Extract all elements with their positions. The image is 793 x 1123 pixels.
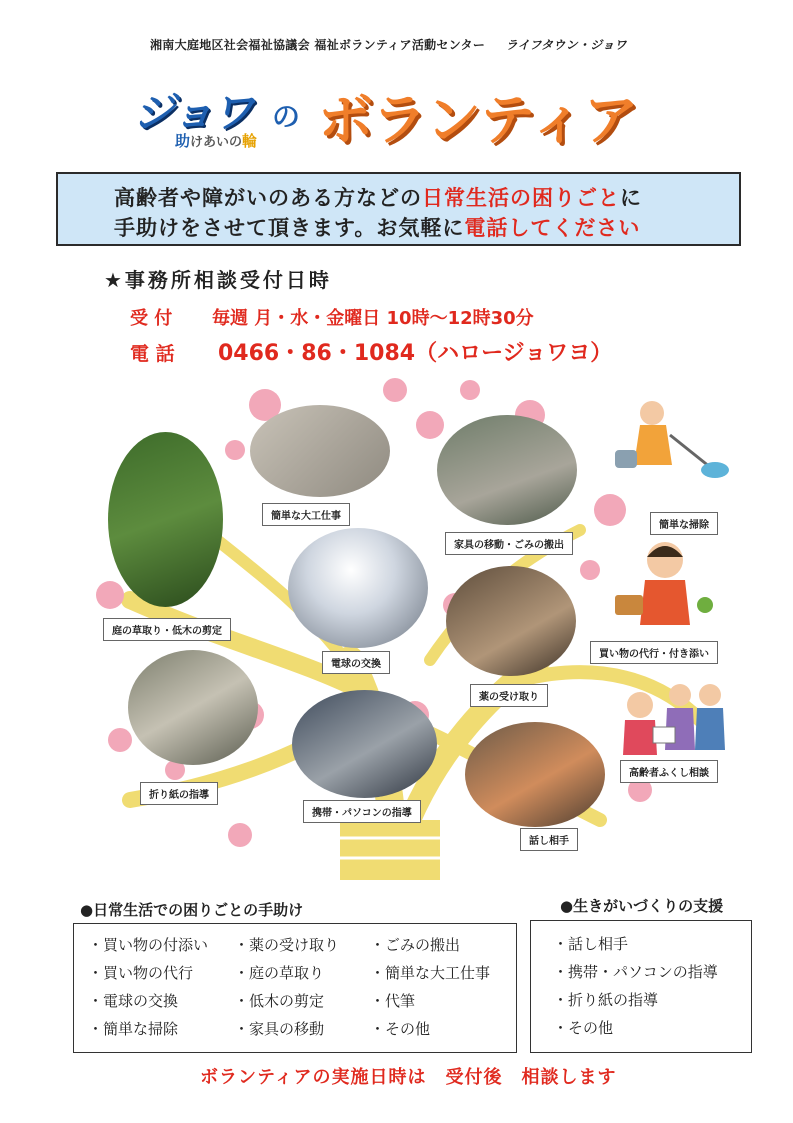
banner-line1-highlight: 日常生活の困りごと xyxy=(422,186,620,210)
life-support-box xyxy=(530,920,752,1053)
photo-carpentry xyxy=(250,405,390,497)
label-furniture: 家具の移動・ごみの搬出 xyxy=(445,532,573,555)
subtitle-prefix: 助 xyxy=(175,132,191,150)
daily-help-item: ・買い物の代行 xyxy=(88,964,194,982)
title-connector: の xyxy=(272,100,301,133)
label-talk: 話し相手 xyxy=(520,828,578,851)
label-consult: 高齢者ふくし相談 xyxy=(620,760,718,783)
daily-help-item: ・その他 xyxy=(370,1020,431,1038)
banner-line-2 xyxy=(114,212,640,242)
reception-value: 毎週 月・水・金曜日 10時～12時30分 xyxy=(212,308,534,329)
elder-man-head-icon xyxy=(669,684,691,706)
life-support-item: ・その他 xyxy=(553,1019,614,1037)
photo-pc xyxy=(292,690,437,798)
shopping-produce-icon xyxy=(697,597,713,613)
consultant-body-icon xyxy=(623,720,657,755)
subtitle-middle: けあいの xyxy=(190,135,243,150)
shopping-person-body-icon xyxy=(640,580,690,625)
label-pc: 携帯・パソコンの指導 xyxy=(303,800,421,823)
label-shopping: 買い物の代行・付き添い xyxy=(590,641,718,664)
elder-woman-head-icon xyxy=(699,684,721,706)
banner-line2-highlight: 電話してください xyxy=(464,216,641,240)
cleaning-illustration xyxy=(610,395,740,495)
label-weeding: 庭の草取り・低木の剪定 xyxy=(103,618,231,641)
vacuum-body-icon xyxy=(615,450,637,468)
daily-help-item: ・庭の草取り xyxy=(234,964,325,982)
phone-label: 電 話 xyxy=(130,343,175,365)
brand-name: ライフタウン・ジョワ xyxy=(505,38,627,52)
banner-line1-text: 高齢者や障がいのある方などの xyxy=(114,186,422,210)
consult-illustration xyxy=(615,675,740,760)
banner-line2-text: 手助けをさせて頂きます。お気軽に xyxy=(114,216,465,240)
reception-row xyxy=(130,304,534,330)
banner-line1-end: に xyxy=(620,186,642,210)
tree-trunk xyxy=(340,820,440,880)
daily-help-box xyxy=(73,923,517,1053)
photo-origami xyxy=(128,650,258,765)
daily-help-item: ・買い物の付添い xyxy=(88,936,209,954)
title-subtitle xyxy=(175,130,257,151)
title-jyowa: ジョワ xyxy=(133,88,253,137)
phone-number: 0466・86・1084（ハロージョワヨ） xyxy=(218,341,613,366)
banner-line-1 xyxy=(114,182,642,212)
label-carpentry: 簡単な大工仕事 xyxy=(262,503,350,526)
organization-header xyxy=(150,36,627,53)
photo-talk xyxy=(465,722,605,827)
daily-help-item: ・家具の移動 xyxy=(234,1020,325,1038)
photo-bulb xyxy=(288,528,428,648)
subtitle-suffix: 輪 xyxy=(242,132,258,150)
photo-furniture xyxy=(437,415,577,525)
footer-note: ボランティアの実施日時は 受付後 相談します xyxy=(200,1067,617,1088)
life-support-item: ・携帯・パソコンの指導 xyxy=(553,963,718,981)
vacuum-head-icon xyxy=(701,462,729,478)
daily-help-item: ・低木の剪定 xyxy=(234,992,325,1010)
shopping-illustration xyxy=(610,535,730,630)
life-support-title: ●生きがいづくりの支援 xyxy=(560,897,724,915)
office-hours-heading: ★事務所相談受付日時 xyxy=(104,268,332,292)
daily-help-item: ・ごみの搬出 xyxy=(370,936,461,954)
cleaning-person-apron-icon xyxy=(634,425,672,465)
label-cleaning: 簡単な掃除 xyxy=(650,512,718,535)
reception-label: 受 付 xyxy=(130,308,173,329)
consultant-head-icon xyxy=(627,692,653,718)
daily-help-title: ●日常生活での困りごとの手助け xyxy=(80,901,304,919)
title-volunteer: ボランティア xyxy=(318,88,638,152)
label-medicine: 薬の受け取り xyxy=(470,684,548,707)
life-support-item: ・折り紙の指導 xyxy=(553,991,659,1009)
daily-help-item: ・薬の受け取り xyxy=(234,936,340,954)
photo-weeding xyxy=(108,432,223,607)
daily-help-item: ・電球の交換 xyxy=(88,992,179,1010)
shopping-basket-icon xyxy=(615,595,643,615)
consult-paper-icon xyxy=(653,727,675,743)
organization-name: 湘南大庭地区社会福祉協議会 福祉ボランティア活動センター xyxy=(150,38,486,52)
intro-banner xyxy=(56,172,741,246)
label-origami: 折り紙の指導 xyxy=(140,782,218,805)
daily-help-item: ・簡単な大工仕事 xyxy=(370,964,491,982)
vacuum-pole-icon xyxy=(670,435,710,467)
cleaning-person-head-icon xyxy=(640,401,664,425)
daily-help-item: ・簡単な掃除 xyxy=(88,1020,179,1038)
photo-medicine xyxy=(446,566,576,676)
elder-woman-body-icon xyxy=(695,708,725,750)
daily-help-item: ・代筆 xyxy=(370,992,416,1010)
label-bulb: 電球の交換 xyxy=(322,651,390,674)
life-support-item: ・話し相手 xyxy=(553,935,629,953)
